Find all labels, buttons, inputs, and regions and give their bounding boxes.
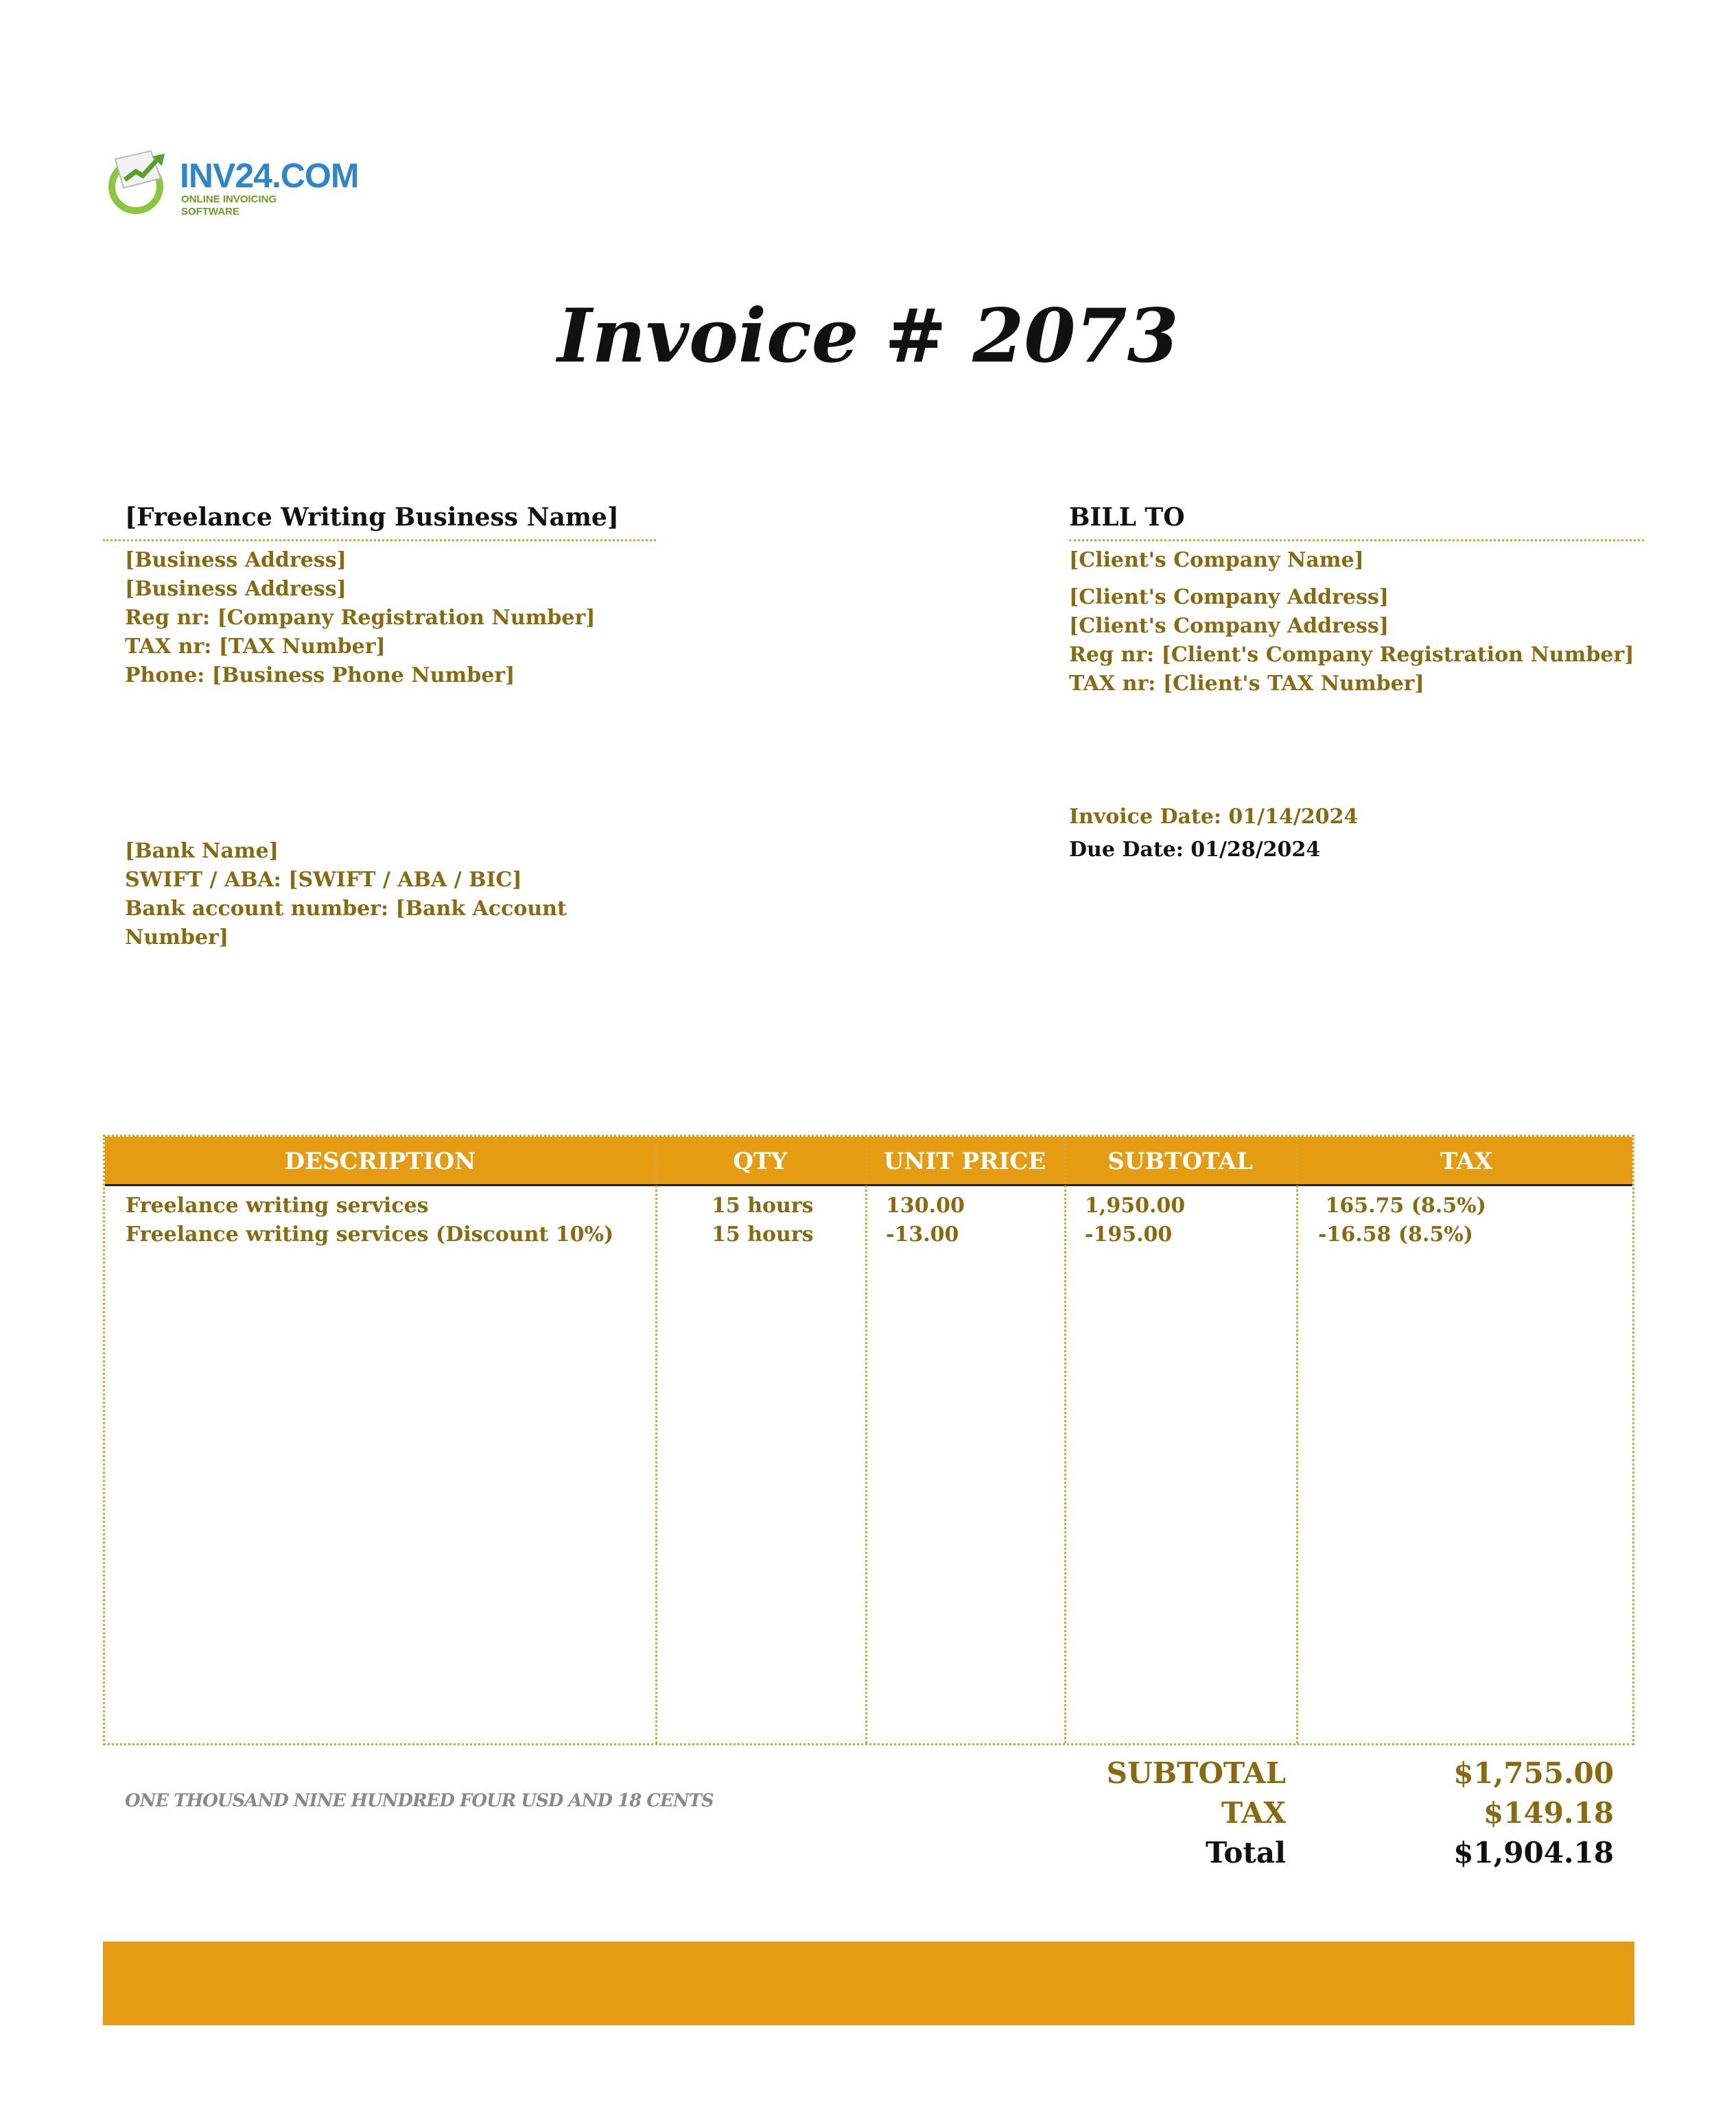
bank-account-line-1: Bank account number: [Bank Account xyxy=(125,897,567,921)
header-tax: TAX xyxy=(1440,1148,1493,1175)
column-divider xyxy=(865,1137,867,1743)
header-subtotal: SUBTOTAL xyxy=(1107,1148,1253,1175)
due-date: Due Date: 01/28/2024 xyxy=(1069,838,1321,862)
header-description: DESCRIPTION xyxy=(284,1148,476,1175)
seller-name: [Freelance Writing Business Name] xyxy=(125,503,619,532)
header-qty: QTY xyxy=(733,1148,788,1175)
bank-name: [Bank Name] xyxy=(125,839,279,863)
row-2-description: Freelance writing services (Discount 10%) xyxy=(126,1223,614,1247)
logo-icon xyxy=(103,144,178,220)
seller-tax-nr: TAX nr: [TAX Number] xyxy=(125,635,386,659)
table-header xyxy=(105,1137,1632,1186)
column-divider xyxy=(1064,1137,1066,1743)
seller-reg-nr: Reg nr: [Company Registration Number] xyxy=(125,606,596,630)
footer-bar xyxy=(103,1942,1634,2025)
seller-phone: Phone: [Business Phone Number] xyxy=(125,663,515,687)
row-1-description: Freelance writing services xyxy=(126,1194,429,1218)
bank-details xyxy=(125,837,567,952)
client-address-1: [Client's Company Address] xyxy=(1069,585,1389,609)
client-reg-nr: Reg nr: [Client's Company Registration Number] xyxy=(1069,643,1634,667)
client-details xyxy=(1069,583,1634,698)
bill-to-heading: BILL TO xyxy=(1069,503,1185,532)
row-1-tax: 165.75 (8.5%) xyxy=(1318,1194,1486,1218)
client-company-name: [Client's Company Name] xyxy=(1069,548,1364,572)
amount-in-words: ONE THOUSAND NINE HUNDRED FOUR USD AND 18 CENTS xyxy=(125,1791,714,1811)
tax-label: TAX xyxy=(1221,1796,1286,1830)
logo-name: INV24.COM xyxy=(180,156,359,195)
client-address-2: [Client's Company Address] xyxy=(1069,614,1389,638)
row-1-subtotal: 1,950.00 xyxy=(1085,1194,1186,1218)
bank-account-line-2: Number] xyxy=(125,925,229,949)
seller-address-1: [Business Address] xyxy=(125,548,347,572)
row-1-qty: 15 hours xyxy=(712,1194,814,1218)
client-tax-nr: TAX nr: [Client's TAX Number] xyxy=(1069,672,1424,696)
logo-tagline: ONLINE INVOICING SOFTWARE xyxy=(181,193,277,217)
tax-value: $149.18 xyxy=(1483,1796,1614,1830)
bill-to-divider xyxy=(1069,539,1644,541)
total-value: $1,904.18 xyxy=(1453,1836,1614,1869)
row-2-qty: 15 hours xyxy=(712,1223,814,1247)
header-unit-price: UNIT PRICE xyxy=(883,1148,1046,1175)
row-2-unit-price: -13.00 xyxy=(886,1223,959,1247)
line-items-table xyxy=(103,1135,1634,1745)
company-logo xyxy=(103,144,359,220)
row-2-subtotal: -195.00 xyxy=(1085,1223,1173,1247)
total-label: Total xyxy=(1205,1836,1286,1869)
seller-divider xyxy=(103,539,656,541)
bank-swift: SWIFT / ABA: [SWIFT / ABA / BIC] xyxy=(125,868,522,892)
invoice-date: Invoice Date: 01/14/2024 xyxy=(1069,805,1359,829)
seller-address-2: [Business Address] xyxy=(125,577,347,601)
subtotal-value: $1,755.00 xyxy=(1453,1756,1614,1790)
row-2-tax: -16.58 (8.5%) xyxy=(1318,1223,1473,1247)
subtotal-label: SUBTOTAL xyxy=(1106,1756,1286,1790)
seller-details xyxy=(125,546,595,690)
column-divider xyxy=(1296,1137,1298,1743)
column-divider xyxy=(655,1137,657,1743)
row-1-unit-price: 130.00 xyxy=(886,1194,965,1218)
invoice-title: Invoice # 2073 xyxy=(557,293,1179,379)
